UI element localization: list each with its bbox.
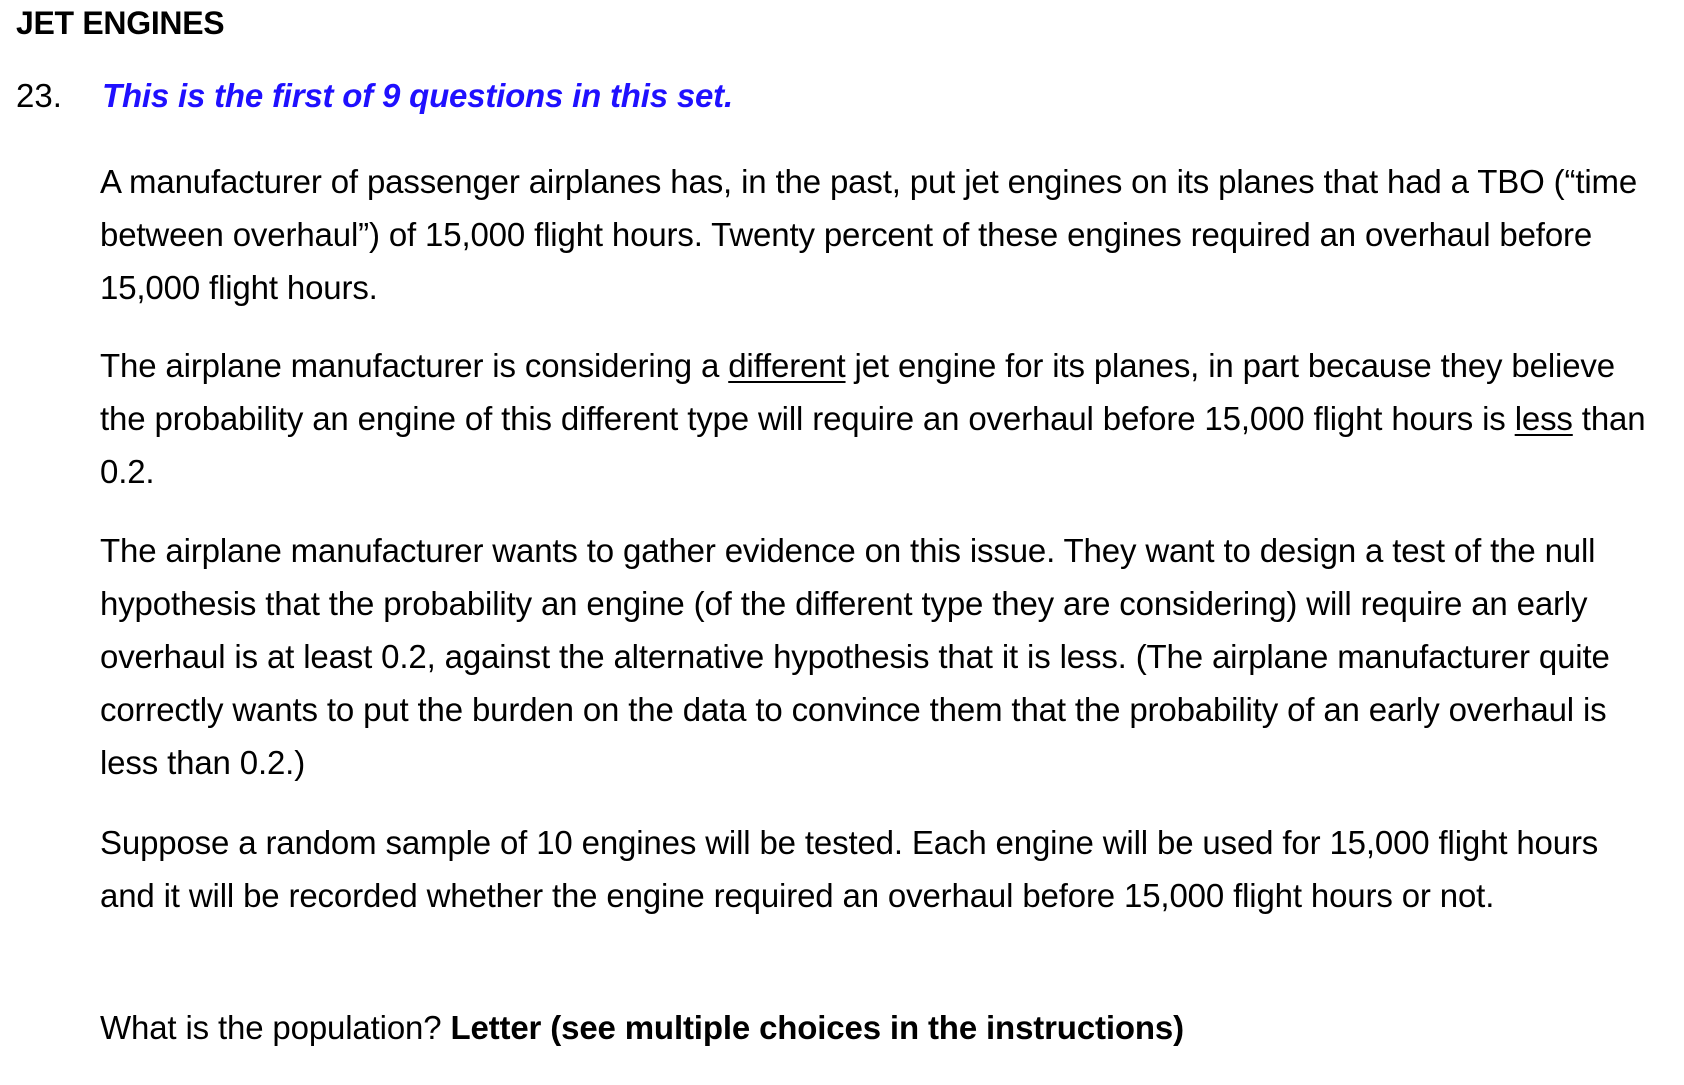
question-paragraph-4: Suppose a random sample of 10 engines will be tested. Each engine will be used for 15,000 flight hours and it will be recorded whether the engine required an overhaul before 15,000 flight hours or not. xyxy=(100,824,1599,914)
question-paragraph-1: A manufacturer of passenger airplanes has, in the past, put jet engines on its planes that had a TBO (“time between overhaul”) of 15,000 flight hours. Twenty percent of these engines required an overhaul before 15,000 flight hours. xyxy=(100,163,1638,306)
paragraph-2-text-end: than 0.2. xyxy=(100,400,1646,490)
question-number: 23. xyxy=(16,77,62,114)
paragraph-2-text-middle: jet engine for its planes, in part because they believe the probability an engine of this different type will require an overhaul before 15,000 flight hours is xyxy=(100,347,1615,437)
underlined-less: less xyxy=(1514,400,1573,437)
answer-instruction: Letter (see multiple choices in the instructions) xyxy=(450,1009,1184,1046)
question-paragraph-2 xyxy=(100,339,1660,498)
section-title: JET ENGINES xyxy=(16,5,225,41)
question-intro: This is the first of 9 questions in this set. xyxy=(102,77,733,114)
population-question: What is the population? xyxy=(100,1009,451,1046)
paragraph-2-text-start: The airplane manufacturer is considering a xyxy=(100,347,729,384)
underlined-different: different xyxy=(728,347,846,384)
question-prompt xyxy=(100,1001,1660,1054)
question-header xyxy=(16,74,733,118)
question-paragraph-3: The airplane manufacturer wants to gather evidence on this issue. They want to design a test of the null hypothesis that the probability an engine (of the different type they are considering) will require an early overhaul is at least 0.2, against the alternative hypothesis that it is less. (The airplane manufacturer quite correctly wants to put the burden on the data to convince them that the probability of an early overhaul is less than 0.2.) xyxy=(100,532,1610,781)
